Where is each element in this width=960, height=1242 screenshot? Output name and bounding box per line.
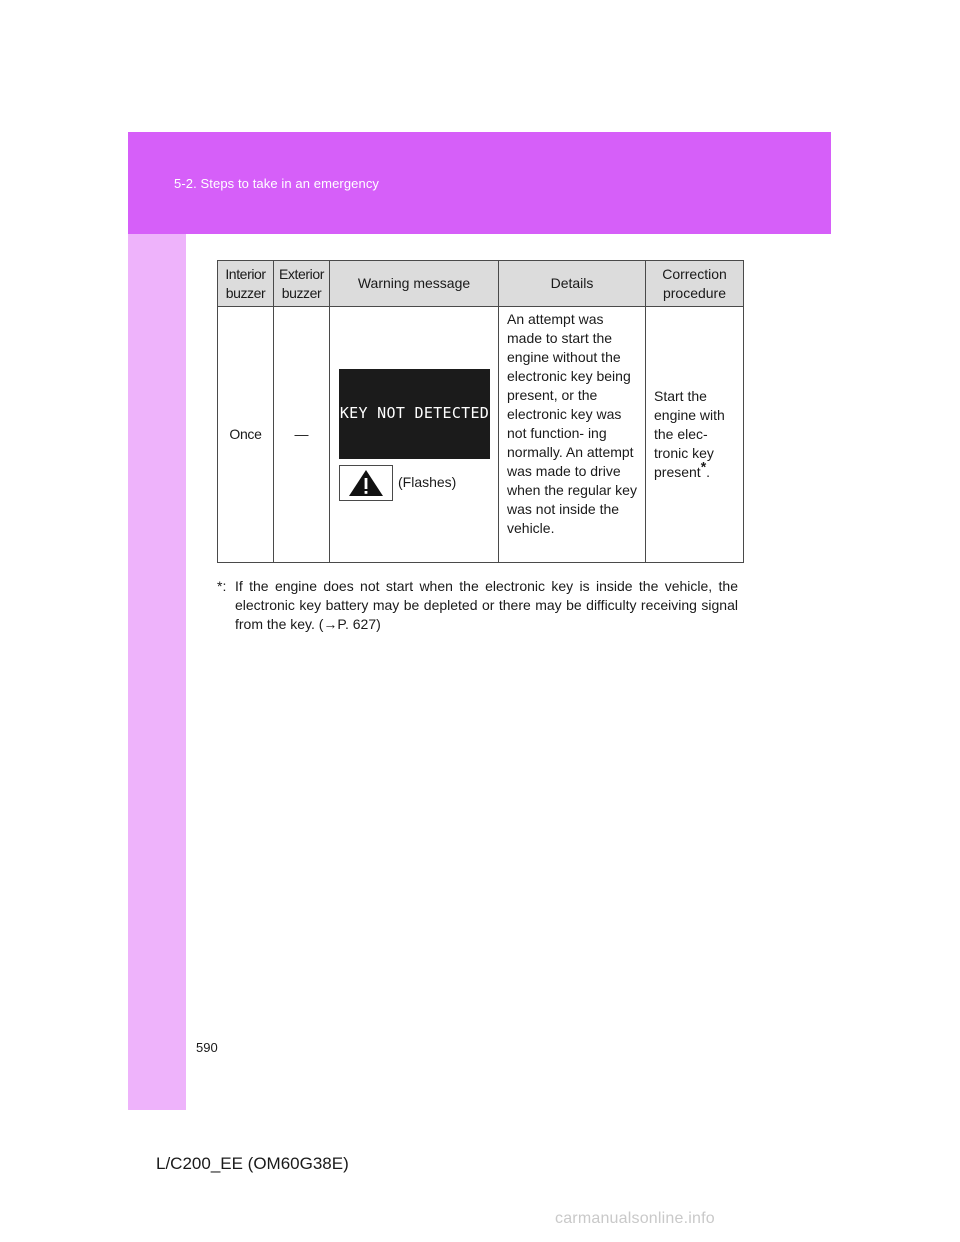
correction-cell xyxy=(646,307,744,563)
section-title: 5-2. Steps to take in an emergency xyxy=(174,176,380,191)
flashes-label: (Flashes) xyxy=(398,474,457,490)
table-row xyxy=(218,307,744,563)
correction-period: . xyxy=(706,464,711,480)
page-number: 590 xyxy=(196,1040,218,1055)
document-code: L/C200_EE (OM60G38E) xyxy=(156,1154,349,1173)
col-correction-procedure: Correction procedure xyxy=(646,261,744,307)
col-exterior-buzzer: Exterior buzzer xyxy=(274,261,330,307)
exterior-buzzer-cell: — xyxy=(274,307,330,563)
col-interior-buzzer: Interior buzzer xyxy=(218,261,274,307)
col-warning-message: Warning message xyxy=(330,261,499,307)
details-cell: An attempt was made to start the engine without the electronic key being present, or the electronic key was not function- ing normally. An attempt was made to drive when the regular key was not inside the vehicle. xyxy=(499,307,646,563)
key-not-detected-display xyxy=(339,369,490,459)
footnote-marker: *: xyxy=(217,578,227,594)
display-text: KEY NOT DETECTED xyxy=(339,404,490,422)
flash-row xyxy=(339,465,497,501)
watermark: carmanualsonline.info xyxy=(555,1210,715,1227)
warning-table xyxy=(217,260,744,563)
interior-buzzer-cell: Once xyxy=(218,307,274,563)
correction-text: Start the engine with the elec- tronic key present xyxy=(654,388,725,480)
footnote-text: If the engine does not start when the electronic key is inside the vehicle, the electronic key battery may be depleted or there may be difficulty receiving signal from the key. (→P. 627) xyxy=(235,578,738,632)
warning-indicator xyxy=(339,465,393,501)
footnote xyxy=(217,577,738,634)
side-strip xyxy=(128,234,186,1110)
footnote-mark: * xyxy=(700,458,707,475)
warning-triangle-icon xyxy=(348,469,384,497)
col-details: Details xyxy=(499,261,646,307)
table-header-row xyxy=(218,261,744,307)
warning-message-cell xyxy=(330,307,499,563)
